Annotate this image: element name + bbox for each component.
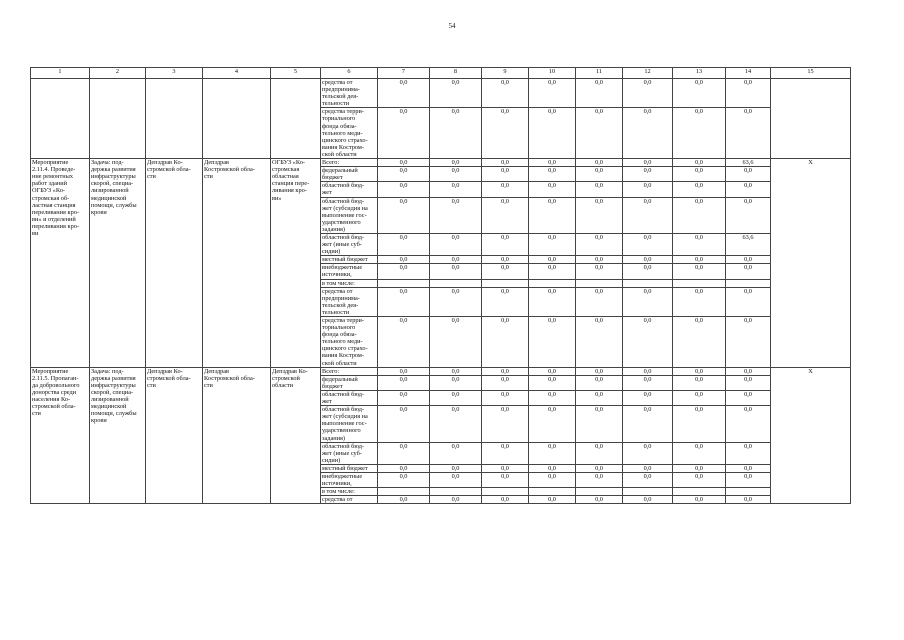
value-cell xyxy=(482,279,529,287)
funding-source: в том числе: xyxy=(321,279,378,287)
value-cell: 0,0 xyxy=(726,375,771,390)
value-cell: 0,0 xyxy=(623,256,673,264)
funding-source: средства от предпринима- тельской дея- тельности xyxy=(321,287,378,316)
value-cell: 0,0 xyxy=(726,367,771,375)
value-cell: 0,0 xyxy=(430,367,482,375)
value-cell: 0,0 xyxy=(576,256,623,264)
value-cell: 0,0 xyxy=(482,390,529,405)
value-cell: 0,0 xyxy=(430,79,482,108)
value-cell: 0,0 xyxy=(378,256,430,264)
value-cell: 0,0 xyxy=(576,496,623,504)
value-cell: 0,0 xyxy=(529,79,576,108)
value-cell: 0,0 xyxy=(673,496,726,504)
value-cell: 0,0 xyxy=(378,233,430,255)
value-cell xyxy=(529,488,576,496)
value-cell: 0,0 xyxy=(378,264,430,279)
column-header: 11 xyxy=(576,68,623,79)
value-cell: 0,0 xyxy=(430,108,482,159)
value-cell: 0,0 xyxy=(726,79,771,108)
value-cell: 0,0 xyxy=(623,406,673,442)
value-cell: 0,0 xyxy=(726,317,771,368)
value-cell: 0,0 xyxy=(378,79,430,108)
value-cell: 0,0 xyxy=(673,197,726,233)
value-cell: 0,0 xyxy=(576,287,623,316)
value-cell xyxy=(726,488,771,496)
value-cell: 0,0 xyxy=(378,167,430,182)
value-cell: 0,0 xyxy=(673,406,726,442)
value-cell xyxy=(673,279,726,287)
funding-source: областной бюд- жет (субсидия на выполнение гос- ударственного задания) xyxy=(321,197,378,233)
value-cell: 0,0 xyxy=(482,287,529,316)
funding-source: средства терри- ториального фонда обяза- тельного меди- цинского страхо- вания Костром- ской области xyxy=(321,317,378,368)
table-row xyxy=(31,367,851,375)
value-cell: 0,0 xyxy=(529,442,576,464)
value-cell: 0,0 xyxy=(482,182,529,197)
value-cell: 0,0 xyxy=(430,233,482,255)
value-cell: 0,0 xyxy=(482,472,529,487)
funding-source: средства от предпринима- тельской дея- тельности xyxy=(321,79,378,108)
column-header: 12 xyxy=(623,68,673,79)
value-cell: 0,0 xyxy=(482,167,529,182)
funding-source: в том числе: xyxy=(321,488,378,496)
value-cell: 0,0 xyxy=(623,472,673,487)
funding-source: Всего: xyxy=(321,159,378,167)
value-cell: 0,0 xyxy=(378,367,430,375)
value-cell xyxy=(576,488,623,496)
value-cell: 0,0 xyxy=(529,317,576,368)
funding-source: областной бюд- жет (иные суб- сидии) xyxy=(321,442,378,464)
value-cell: 0,0 xyxy=(576,472,623,487)
value-cell: 0,0 xyxy=(378,317,430,368)
value-cell: 0,0 xyxy=(378,159,430,167)
value-cell: 0,0 xyxy=(576,197,623,233)
main-administrator: Депздрав Костромской обла- сти xyxy=(203,159,271,368)
funding-source: внебюджетные источники, xyxy=(321,264,378,279)
value-cell: 0,0 xyxy=(529,197,576,233)
value-cell: 0,0 xyxy=(623,182,673,197)
funding-source: местный бюджет xyxy=(321,464,378,472)
value-cell: 0,0 xyxy=(378,375,430,390)
funding-source: Всего: xyxy=(321,367,378,375)
value-cell xyxy=(576,279,623,287)
value-cell: 0,0 xyxy=(482,464,529,472)
value-cell: 0,0 xyxy=(529,367,576,375)
value-cell: 0,0 xyxy=(623,390,673,405)
value-cell: 0,0 xyxy=(430,317,482,368)
column-header: 13 xyxy=(673,68,726,79)
funding-source: федеральный бюджет xyxy=(321,167,378,182)
column-header: 4 xyxy=(203,68,271,79)
funding-source: областной бюд- жет xyxy=(321,390,378,405)
value-cell: 0,0 xyxy=(576,406,623,442)
value-cell: 0,0 xyxy=(726,406,771,442)
value-cell: 0,0 xyxy=(378,197,430,233)
value-cell: 0,0 xyxy=(576,390,623,405)
column-header: 7 xyxy=(378,68,430,79)
funding-source: областной бюд- жет (субсидия на выполнение гос- ударственного задания) xyxy=(321,406,378,442)
value-cell: 0,0 xyxy=(529,159,576,167)
empty-cell xyxy=(146,79,203,159)
column-header: 3 xyxy=(146,68,203,79)
column-header: 2 xyxy=(90,68,146,79)
value-cell: 0,0 xyxy=(529,406,576,442)
header-row xyxy=(31,68,851,79)
value-cell: 0,0 xyxy=(482,159,529,167)
value-cell: 0,0 xyxy=(529,233,576,255)
value-cell: 0,0 xyxy=(726,442,771,464)
value-cell: 0,0 xyxy=(623,159,673,167)
value-cell xyxy=(529,279,576,287)
value-cell: 0,0 xyxy=(378,182,430,197)
value-cell: 0,0 xyxy=(673,108,726,159)
value-cell: 0,0 xyxy=(673,79,726,108)
value-cell: 0,0 xyxy=(623,167,673,182)
value-cell: 0,0 xyxy=(673,167,726,182)
column-header: 6 xyxy=(321,68,378,79)
value-cell xyxy=(482,488,529,496)
value-cell: 0,0 xyxy=(623,108,673,159)
value-cell: 0,0 xyxy=(378,472,430,487)
funding-source: областной бюд- жет (иные суб- сидии) xyxy=(321,233,378,255)
value-cell xyxy=(430,488,482,496)
value-cell: 0,0 xyxy=(430,472,482,487)
value-cell: 0,0 xyxy=(623,375,673,390)
value-cell: 0,0 xyxy=(576,317,623,368)
value-cell: 0,0 xyxy=(482,406,529,442)
value-cell: 0,0 xyxy=(673,159,726,167)
value-cell: 0,0 xyxy=(430,464,482,472)
value-cell xyxy=(726,279,771,287)
column-header: 14 xyxy=(726,68,771,79)
value-cell: 0,0 xyxy=(529,472,576,487)
value-cell: 0,0 xyxy=(482,442,529,464)
value-cell: 63,6 xyxy=(726,233,771,255)
value-cell: 63,6 xyxy=(726,159,771,167)
mark-cell: X xyxy=(771,159,851,368)
value-cell: 0,0 xyxy=(430,375,482,390)
page-number: 54 xyxy=(448,22,456,30)
value-cell: 0,0 xyxy=(576,108,623,159)
value-cell: 0,0 xyxy=(576,167,623,182)
value-cell: 0,0 xyxy=(576,182,623,197)
value-cell: 0,0 xyxy=(482,197,529,233)
value-cell: 0,0 xyxy=(482,375,529,390)
value-cell: 0,0 xyxy=(378,442,430,464)
value-cell: 0,0 xyxy=(623,317,673,368)
value-cell: 0,0 xyxy=(482,367,529,375)
value-cell: 0,0 xyxy=(726,287,771,316)
value-cell xyxy=(623,279,673,287)
value-cell: 0,0 xyxy=(673,367,726,375)
value-cell: 0,0 xyxy=(430,287,482,316)
task-description: Задача: под- держка развития инфраструктуры скорой, специа- лизированной медицинской помощи, службы крови xyxy=(90,159,146,368)
empty-cell xyxy=(203,79,271,159)
value-cell: 0,0 xyxy=(623,264,673,279)
column-header: 15 xyxy=(771,68,851,79)
value-cell: 0,0 xyxy=(673,233,726,255)
funding-source: средства терри- ториального фонда обяза- тельного меди- цинского страхо- вания Костром- ской области xyxy=(321,108,378,159)
empty-cell xyxy=(31,79,90,159)
value-cell: 0,0 xyxy=(430,390,482,405)
value-cell: 0,0 xyxy=(673,287,726,316)
value-cell: 0,0 xyxy=(623,367,673,375)
recipient: ОГБУЗ «Ко- стромская областная станция пере- ливания кро- ви» xyxy=(271,159,321,368)
value-cell xyxy=(378,488,430,496)
value-cell: 0,0 xyxy=(529,264,576,279)
recipient: Депздрав Ко- стромской области xyxy=(271,367,321,504)
value-cell: 0,0 xyxy=(430,159,482,167)
value-cell: 0,0 xyxy=(529,182,576,197)
value-cell: 0,0 xyxy=(430,197,482,233)
value-cell xyxy=(378,279,430,287)
value-cell: 0,0 xyxy=(576,233,623,255)
value-cell: 0,0 xyxy=(673,472,726,487)
value-cell: 0,0 xyxy=(576,375,623,390)
activity-name: Мероприятие 2.11.4. Проведе- ние ремонтных работ зданий ОГБУЗ «Ко- стромская об- ластная станция переливания кро- ви» и отделений переливания кро- ви xyxy=(31,159,90,368)
value-cell: 0,0 xyxy=(726,472,771,487)
notes-cell xyxy=(771,79,851,159)
value-cell: 0,0 xyxy=(529,256,576,264)
value-cell: 0,0 xyxy=(673,256,726,264)
value-cell: 0,0 xyxy=(529,167,576,182)
value-cell: 0,0 xyxy=(576,264,623,279)
value-cell: 0,0 xyxy=(430,442,482,464)
value-cell: 0,0 xyxy=(623,496,673,504)
value-cell: 0,0 xyxy=(529,496,576,504)
value-cell: 0,0 xyxy=(482,496,529,504)
value-cell: 0,0 xyxy=(623,287,673,316)
table-row xyxy=(31,159,851,167)
column-header: 8 xyxy=(430,68,482,79)
value-cell: 0,0 xyxy=(378,390,430,405)
value-cell: 0,0 xyxy=(576,79,623,108)
task-description: Задача: под- держка развития инфраструктуры скорой, специа- лизированной медицинской помощи, службы крови xyxy=(90,367,146,504)
value-cell: 0,0 xyxy=(378,108,430,159)
value-cell: 0,0 xyxy=(623,464,673,472)
value-cell: 0,0 xyxy=(673,375,726,390)
funding-source: местный бюджет xyxy=(321,256,378,264)
value-cell: 0,0 xyxy=(529,390,576,405)
value-cell: 0,0 xyxy=(623,442,673,464)
column-header: 1 xyxy=(31,68,90,79)
value-cell: 0,0 xyxy=(623,197,673,233)
budget-table xyxy=(30,67,851,504)
value-cell: 0,0 xyxy=(529,108,576,159)
value-cell: 0,0 xyxy=(482,108,529,159)
responsible-executor: Депздрав Ко- стромской обла- сти xyxy=(146,367,203,504)
value-cell: 0,0 xyxy=(430,256,482,264)
value-cell xyxy=(623,488,673,496)
value-cell: 0,0 xyxy=(430,167,482,182)
value-cell: 0,0 xyxy=(726,197,771,233)
value-cell: 0,0 xyxy=(378,406,430,442)
value-cell: 0,0 xyxy=(482,264,529,279)
value-cell: 0,0 xyxy=(430,496,482,504)
value-cell: 0,0 xyxy=(576,367,623,375)
value-cell: 0,0 xyxy=(726,496,771,504)
empty-cell xyxy=(271,79,321,159)
value-cell: 0,0 xyxy=(726,108,771,159)
value-cell: 0,0 xyxy=(482,317,529,368)
value-cell: 0,0 xyxy=(673,264,726,279)
value-cell: 0,0 xyxy=(726,182,771,197)
value-cell: 0,0 xyxy=(482,79,529,108)
responsible-executor: Депздрав Ко- стромской обла- сти xyxy=(146,159,203,368)
value-cell: 0,0 xyxy=(529,287,576,316)
value-cell: 0,0 xyxy=(673,317,726,368)
value-cell: 0,0 xyxy=(623,79,673,108)
value-cell: 0,0 xyxy=(726,264,771,279)
value-cell: 0,0 xyxy=(623,233,673,255)
value-cell: 0,0 xyxy=(726,167,771,182)
value-cell: 0,0 xyxy=(726,390,771,405)
value-cell: 0,0 xyxy=(673,390,726,405)
value-cell: 0,0 xyxy=(378,496,430,504)
column-header: 9 xyxy=(482,68,529,79)
value-cell: 0,0 xyxy=(726,256,771,264)
activity-name: Мероприятие 2.11.5. Пропаган- да добровольного донорства среди населения Ко- стромской обла- сти xyxy=(31,367,90,504)
value-cell: 0,0 xyxy=(673,464,726,472)
value-cell: 0,0 xyxy=(576,464,623,472)
column-header: 10 xyxy=(529,68,576,79)
value-cell: 0,0 xyxy=(482,233,529,255)
value-cell: 0,0 xyxy=(378,287,430,316)
column-header: 5 xyxy=(271,68,321,79)
value-cell: 0,0 xyxy=(430,264,482,279)
value-cell: 0,0 xyxy=(673,182,726,197)
value-cell: 0,0 xyxy=(529,464,576,472)
funding-source: областной бюд- жет xyxy=(321,182,378,197)
value-cell: 0,0 xyxy=(378,464,430,472)
value-cell: 0,0 xyxy=(430,182,482,197)
funding-source: средства от xyxy=(321,496,378,504)
value-cell: 0,0 xyxy=(576,159,623,167)
empty-cell xyxy=(90,79,146,159)
funding-source: федеральный бюджет xyxy=(321,375,378,390)
value-cell: 0,0 xyxy=(482,256,529,264)
table-row xyxy=(31,79,851,108)
value-cell: 0,0 xyxy=(673,442,726,464)
value-cell: 0,0 xyxy=(576,442,623,464)
main-administrator: Депздрав Костромской обла- сти xyxy=(203,367,271,504)
value-cell: 0,0 xyxy=(529,375,576,390)
funding-source: внебюджетные источники, xyxy=(321,472,378,487)
value-cell: 0,0 xyxy=(726,464,771,472)
value-cell: 0,0 xyxy=(430,406,482,442)
value-cell xyxy=(430,279,482,287)
mark-cell: X xyxy=(771,367,851,504)
value-cell xyxy=(673,488,726,496)
